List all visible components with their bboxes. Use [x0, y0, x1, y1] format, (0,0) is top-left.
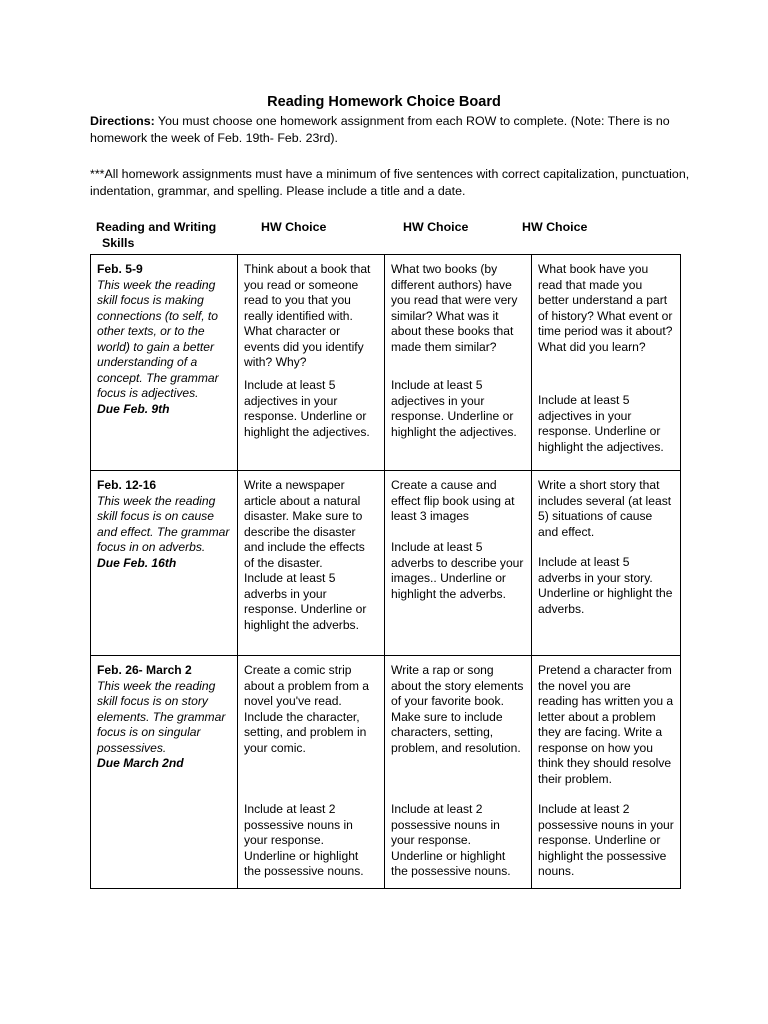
skill-focus: This week the reading skill focus is on cause and effect. The grammar focus in on adverbs.: [97, 493, 230, 554]
choice-prompt: Create a comic strip about a problem from a novel you've read. Include the character, setting, and problem in your comic.: [244, 663, 370, 755]
choice-cell: [532, 471, 681, 656]
choice-prompt: Pretend a character from the novel you are reading has written you a letter about a problem they are facing. Write a response on how you think they should resolve their problem.: [538, 663, 674, 786]
choice-prompt: Think about a book that you read or someone read to you that you really identified with. What character or events did you identify with? Why?: [244, 262, 371, 369]
choice-requirement: Include at least 5 adjectives in your response. Underline or highlight the adjectives.: [391, 378, 517, 439]
choice-cell: [238, 255, 385, 471]
choice-cell: [385, 255, 532, 471]
directions-paragraph: [90, 113, 690, 147]
header-hw-choice-2: HW Choice: [403, 220, 469, 234]
choice-requirement: Include at least 2 possessive nouns in your response. Underline or highlight the possessive nouns.: [244, 802, 364, 878]
choice-prompt: Write a newspaper article about a natural disaster. Make sure to describe the disaster and include the effects of the disaster.: [244, 478, 365, 570]
header-hw-choice-3: HW Choice: [522, 220, 588, 234]
choice-requirement: Include at least 5 adverbs in your response. Underline or highlight the adverbs.: [244, 571, 367, 632]
due-date: Due March 2nd: [97, 756, 184, 770]
document-title: Reading Homework Choice Board: [267, 94, 501, 110]
choice-prompt: What book have you read that made you better understand a part of history? What event or time period was it about? What did you learn?: [538, 262, 673, 354]
table-row: [91, 656, 681, 889]
choice-prompt: Create a cause and effect flip book using at least 3 images: [391, 478, 515, 523]
choice-prompt: What two books (by different authors) have you read that were very similar? What was it about these books that made them similar?: [391, 262, 518, 354]
header-skills: [96, 219, 226, 251]
choice-cell: [238, 471, 385, 656]
choice-board-table: [90, 254, 681, 889]
skill-focus: This week the reading skill focus is making connections (to self, to other texts, or to the world) to gain a better understanding of a concept. The grammar focus is adjectives.: [97, 277, 219, 400]
table-row: [91, 471, 681, 656]
directions-text: You must choose one homework assignment from each ROW to complete. (Note: There is no homework the week of Feb. 19th- Feb. 23rd).: [90, 114, 670, 145]
skill-cell: [91, 656, 238, 889]
due-date: Due Feb. 16th: [97, 555, 177, 570]
choice-requirement: Include at least 5 adjectives in your response. Underline or highlight the adjectives.: [538, 393, 664, 454]
header-skills-line2: Skills: [102, 236, 135, 250]
skill-cell: [91, 255, 238, 471]
week-label: Feb. 12-16: [97, 478, 157, 492]
choice-cell: [385, 471, 532, 656]
week-label: Feb. 5-9: [97, 262, 143, 276]
table-row: [91, 255, 681, 471]
due-date: Due Feb. 9th: [97, 401, 170, 416]
week-label: Feb. 26- March 2: [97, 663, 192, 677]
choice-cell: [385, 656, 532, 889]
choice-cell: [532, 255, 681, 471]
choice-cell: [238, 656, 385, 889]
choice-prompt: Write a short story that includes several (at least 5) situations of cause and effect.: [538, 478, 672, 539]
requirements-note: ***All homework assignments must have a minimum of five sentences with correct capitalization, punctuation, indentation, grammar, and spelling. Please include a title and a date.: [90, 167, 690, 198]
choice-prompt: Write a rap or song about the story elements of your favorite book. Make sure to include characters, setting, problem, and resolution.: [391, 663, 524, 755]
header-skills-line1: Reading and Writing: [96, 220, 217, 234]
skill-cell: [91, 471, 238, 656]
choice-requirement: Include at least 5 adverbs to describe your images.. Underline or highlight the adverbs.: [391, 540, 524, 601]
choice-requirement: Include at least 2 possessive nouns in your response. Underline or highlight the possessive nouns.: [391, 802, 511, 878]
header-hw-choice-1: HW Choice: [261, 220, 327, 234]
choice-requirement: Include at least 5 adverbs in your story. Underline or highlight the adverbs.: [538, 555, 673, 616]
directions-label: Directions:: [90, 114, 155, 128]
choice-requirement: Include at least 5 adjectives in your response. Underline or highlight the adjectives.: [244, 378, 370, 439]
skill-focus: This week the reading skill focus is on story elements. The grammar focus is on singular possessives.: [97, 678, 226, 755]
choice-requirement: Include at least 2 possessive nouns in your response. Underline or highlight the possessive nouns.: [538, 802, 674, 878]
choice-cell: [532, 656, 681, 889]
